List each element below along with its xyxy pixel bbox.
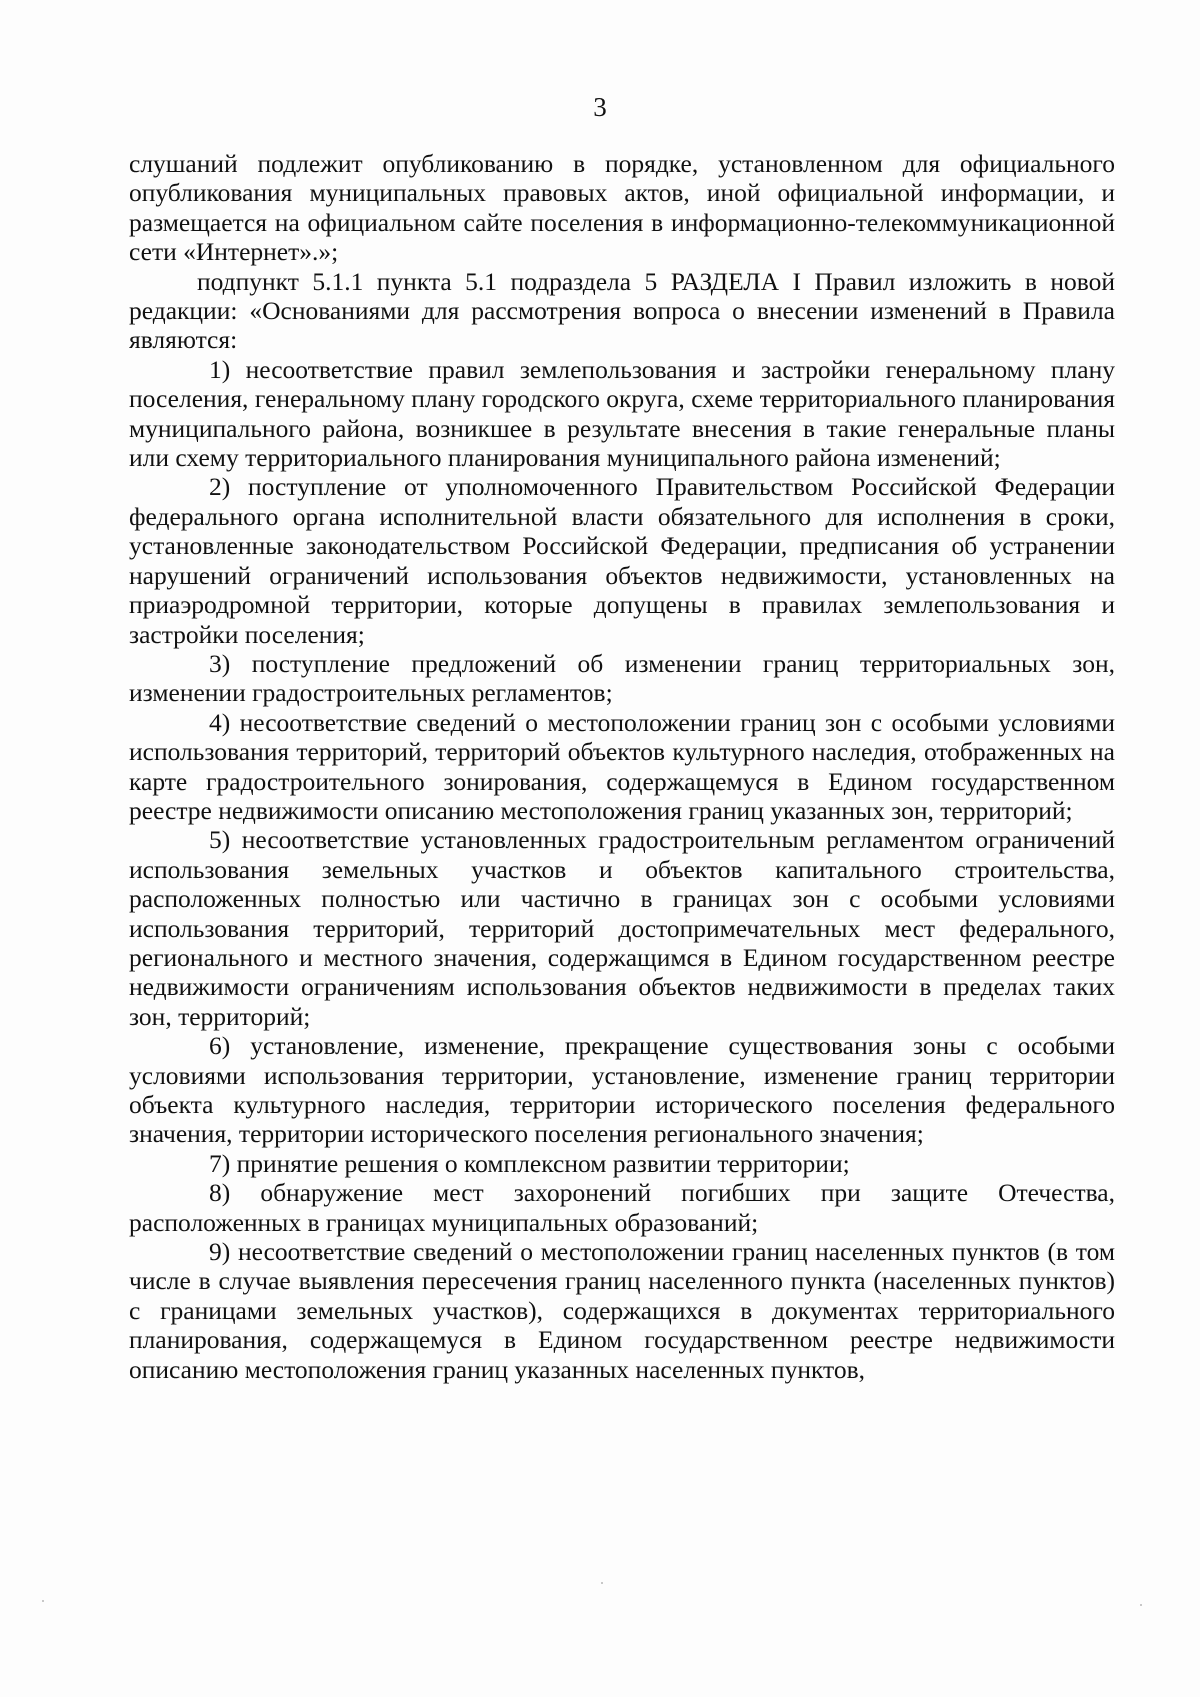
document-body (129, 149, 1115, 1384)
list-item-1: 1) несоответствие правил землепользования и застройки генеральному плану поселения, генеральному плану городского округа, схеме территориального планирования муниципального района, возникшее в результате внесения в такие генеральные планы или схему территориального планирования муниципального района изменений; (129, 354, 1115, 473)
list-item-5: 5) несоответствие установленных градостроительным регламентом ограничений использования земельных участков и объектов капитального строительства, расположенных полностью или частично в границах зон с особыми условиями использования территорий, территорий достопримечательных мест федерального, регионального и местного значения, содержащимся в Едином государственном реестре недвижимости ограничениям использования объектов недвижимости в пределах таких зон, территорий; (129, 825, 1115, 1031)
list-item-3: 3) поступление предложений об изменении границ территориальных зон, изменении градостроительных регламентов; (129, 648, 1115, 708)
list-item-7: 7) принятие решения о комплексном развитии территории; (209, 1148, 850, 1178)
list-item-6: 6) установление, изменение, прекращение существования зоны с особыми условиями использования территории, установление, изменение границ территории объекта культурного наследия, территории исторического поселения федерального значения, территории исторического поселения регионального значения; (129, 1031, 1115, 1149)
list-item-4: 4) несоответствие сведений о местоположении границ зон с особыми условиями использования территорий, территорий объектов культурного наследия, отображенных на карте градостроительного зонирования, содержащемуся в Едином государственном реестре недвижимости описанию местоположения границ указанных зон, территорий; (129, 707, 1115, 825)
list-item-2: 2) поступление от уполномоченного Правительством Российской Федерации федерального органа исполнительной власти обязательного для исполнения в сроки, установленные законодательством Российской Федерации, предписания об устранении нарушений ограничений использования объектов недвижимости, установленных на приаэродромной территории, которые допущены в правилах землепользования и застройки поселения; (129, 472, 1115, 649)
list-item-8: 8) обнаружение мест захоронений погибших при защите Отечества, расположенных в границах муниципальных образований; (129, 1178, 1115, 1237)
scan-speck (1140, 1604, 1142, 1606)
paragraph-continuation: слушаний подлежит опубликованию в порядке, установленном для официального опубликования муниципальных правовых актов, иной официальной информации, и размещается на официальном сайте поселения в информационно-телекоммуникационной сети «Интернет».»; (129, 149, 1115, 267)
paragraph-subclause-5-1-1: подпункт 5.1.1 пункта 5.1 подраздела 5 РАЗДЕЛА I Правил изложить в новой редакции: «Основаниями для рассмотрения вопроса о внесении изменений в Правила являются: (129, 266, 1115, 355)
scan-speck (42, 1600, 44, 1602)
page-number: 3 (593, 92, 607, 122)
list-item-9: 9) несоответствие сведений о местоположении границ населенных пунктов (в том числе в случае выявления пересечения границ населенного пункта (населенных пунктов) с границами земельных участков), содержащихся в документах территориального планирования, содержащемуся в Едином государственном реестре недвижимости описанию местоположения границ указанных населенных пунктов, (129, 1237, 1115, 1384)
scan-speck (601, 1582, 603, 1584)
